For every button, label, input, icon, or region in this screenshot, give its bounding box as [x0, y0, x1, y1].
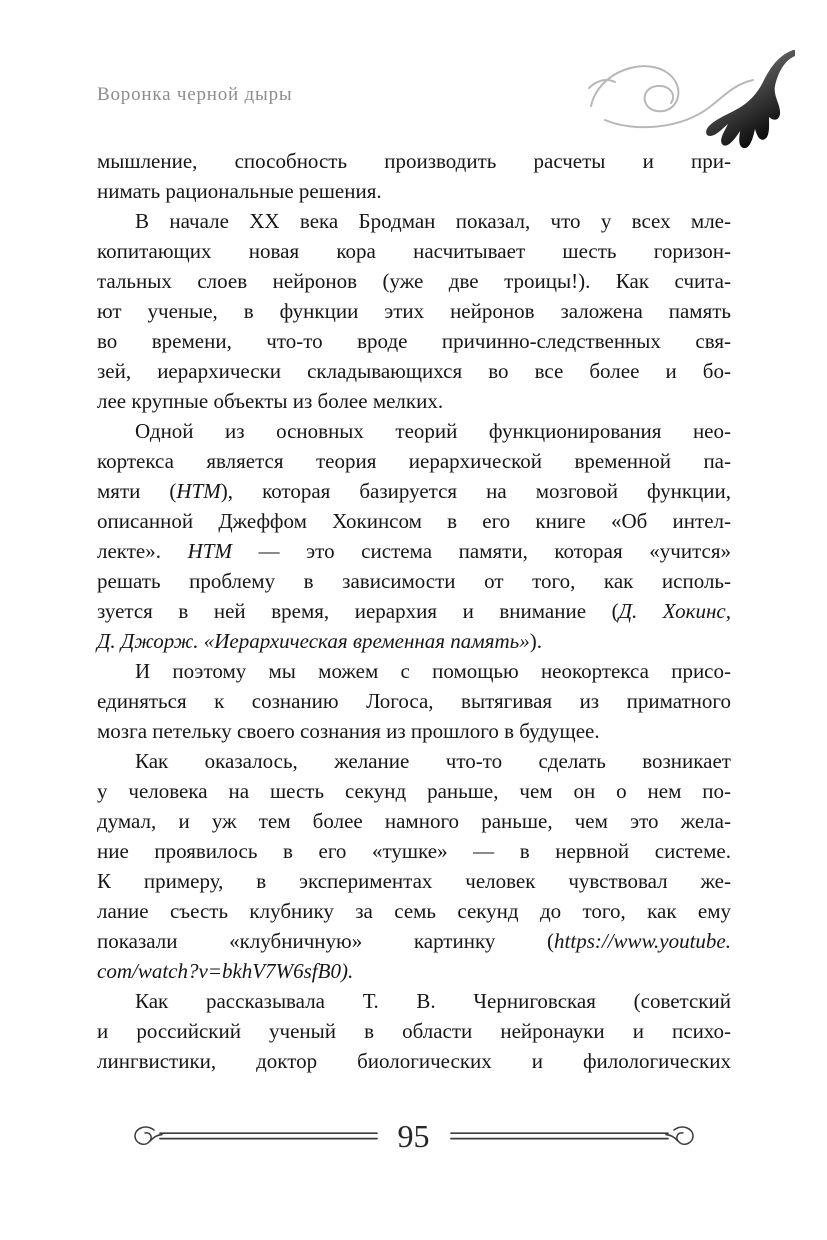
text-line: думал, и уж тем более намного раньше, чем это жела- [97, 809, 731, 833]
running-header: Воронка черной дыры [97, 84, 293, 105]
page-number: 95 [397, 1118, 430, 1154]
text-line: мышление, способность производить расчеты и при- [97, 149, 731, 173]
text-line: мозга петельку своего сознания из прошлого в будущее. [97, 719, 600, 743]
text-line: Как оказалось, желание что-то сделать возникает [135, 749, 731, 773]
footer-ornament-right [450, 1123, 700, 1149]
footer-ornament-left [128, 1123, 378, 1149]
hand-flourish-illustration [585, 48, 795, 158]
text-line: ние проявилось в его «тушке» — в нервной системе. [97, 839, 731, 863]
text-line: единяться к сознанию Логоса, вытягивая из приматного [97, 689, 731, 713]
text-line: тальных слоев нейронов (уже две троицы!). Как счита- [97, 269, 731, 293]
text-line: лингвистики, доктор биологических и филологических [97, 1049, 731, 1073]
text-line: зей, иерархически складывающихся во все более и бо- [97, 359, 731, 383]
text-line: лание съесть клубнику за семь секунд до того, как ему [97, 899, 731, 923]
text-line: описанной Джеффом Хокинсом в его книге «Об интел- [97, 509, 731, 533]
text-line: решать проблему в зависимости от того, как исполь- [97, 569, 731, 593]
text-block [97, 146, 731, 1076]
text-line: К примеру, в экспериментах человек чувствовал же- [97, 869, 731, 893]
text-line: кортекса является теория иерархической временной па- [97, 449, 731, 473]
text-line: лекте». HTM — это система памяти, которая «учится» [97, 539, 731, 563]
text-line: мяти (HTM), которая базируется на мозговой функции, [97, 479, 732, 503]
text-line: во времени, что-то вроде причинно-следственных свя- [97, 329, 731, 353]
text-line: Как рассказывала Т. В. Черниговская (советский [135, 989, 731, 1013]
text-line: com/watch?v=bkhV7W6sfB0). [97, 959, 354, 983]
text-line: ют ученые, в функции этих нейронов заложена память [97, 299, 731, 323]
text-line: у человека на шесть секунд раньше, чем он о нем по- [97, 779, 731, 803]
text-line: лее крупные объекты из более мелких. [97, 389, 444, 413]
text-line: Д. Джорж. «Иерархическая временная память»). [97, 629, 542, 653]
text-line: зуется в ней время, иерархия и внимание (Д. Хокинс, [97, 599, 731, 623]
text-line: нимать рациональные решения. [97, 179, 382, 203]
text-line: показали «клубничную» картинку (https://www.youtube. [97, 929, 731, 953]
text-line: копитающих новая кора насчитывает шесть горизон- [97, 239, 731, 263]
footer [0, 1116, 827, 1156]
text-line: и российский ученый в области нейронауки и психо- [97, 1019, 731, 1043]
text-line: В начале XX века Бродман показал, что у всех мле- [135, 209, 731, 233]
text-line: Одной из основных теорий функционирования нео- [135, 419, 731, 443]
text-line: И поэтому мы можем с помощью неокортекса присо- [135, 659, 731, 683]
